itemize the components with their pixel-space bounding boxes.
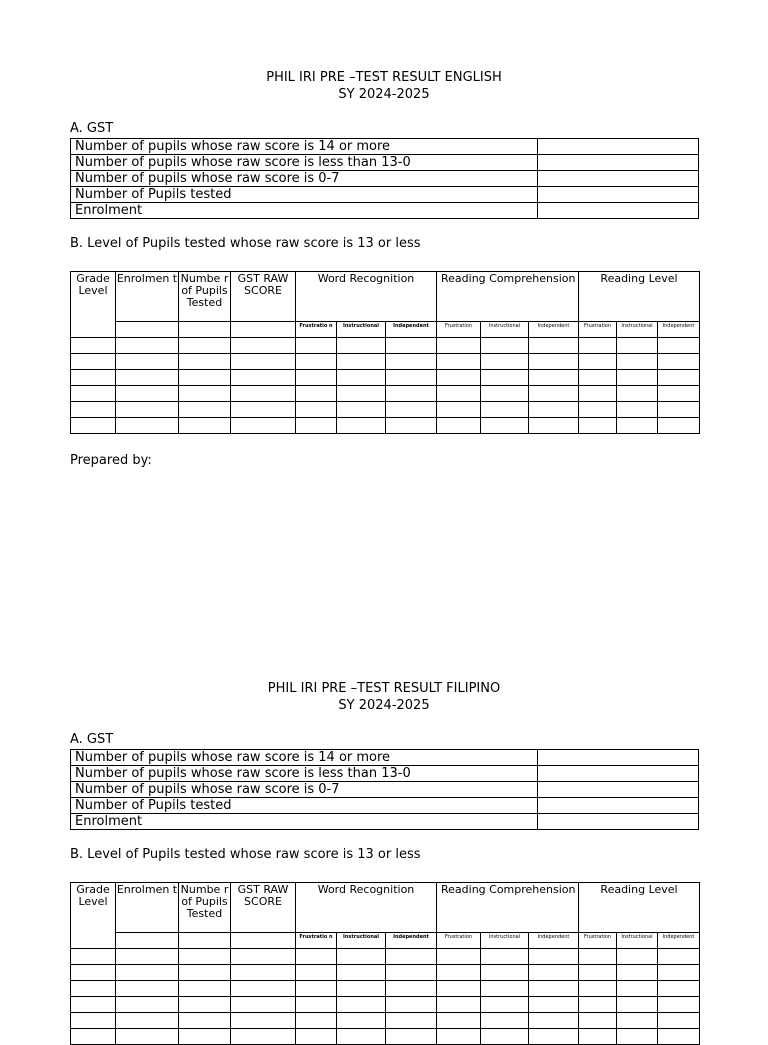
level-table [70,271,700,434]
table-cell[interactable] [179,965,231,981]
section-a-heading: A. GST [70,121,114,136]
table-cell[interactable] [179,1029,231,1045]
table-cell[interactable] [529,418,579,434]
table-cell[interactable] [481,949,529,965]
table-cell[interactable] [296,1013,337,1029]
table-cell[interactable] [617,338,658,354]
table-cell[interactable] [296,1029,337,1045]
table-row [71,949,700,965]
subheader-wr-frustration: Frustratio n [296,322,337,338]
report-title: PHIL IRI PRE –TEST RESULT ENGLISH [266,70,502,85]
level-table [70,882,700,1045]
table-cell[interactable] [116,338,179,354]
table-cell[interactable] [71,997,116,1013]
subheader-rl-frustration: Frustration [579,322,617,338]
table-cell[interactable] [579,338,617,354]
table-cell[interactable] [71,370,116,386]
header-number-tested: Numbe r of Pupils Tested [179,883,231,933]
gst-row [71,766,699,782]
table-cell[interactable] [337,418,386,434]
table-row [71,370,700,386]
table-cell[interactable] [658,981,700,997]
gst-row-value[interactable] [538,187,699,203]
table-cell[interactable] [579,1029,617,1045]
table-cell[interactable] [179,386,231,402]
gst-row-label: Number of pupils whose raw score is less than 13-0 [71,155,538,171]
gst-row-label: Enrolment [71,814,538,830]
table-cell[interactable] [617,949,658,965]
table-cell[interactable] [337,949,386,965]
table-cell[interactable] [579,386,617,402]
table-cell[interactable] [437,370,481,386]
gst-row [71,750,699,766]
subheader-rl-independent: Independent [658,933,700,949]
table-cell[interactable] [116,1029,179,1045]
table-cell[interactable] [231,1029,296,1045]
table-cell[interactable] [71,386,116,402]
gst-row [71,814,699,830]
table-cell[interactable] [337,965,386,981]
header-reading-comprehension: Reading Comprehension [437,272,579,322]
table-cell[interactable] [179,949,231,965]
gst-table [70,138,699,219]
subheader-rc-frustration: Frustration [437,933,481,949]
table-cell[interactable] [481,386,529,402]
table-cell[interactable] [231,949,296,965]
gst-row [71,203,699,219]
table-cell[interactable] [617,354,658,370]
table-cell[interactable] [296,981,337,997]
subheader-wr-instructional: Instructional [337,933,386,949]
subheader-blank [231,322,296,338]
subheader-rl-independent: Independent [658,322,700,338]
table-cell[interactable] [386,354,437,370]
table-cell[interactable] [116,949,179,965]
table-cell[interactable] [71,354,116,370]
header-word-recognition: Word Recognition [296,883,437,933]
section-b-heading: B. Level of Pupils tested whose raw score is 13 or less [70,847,421,862]
subheader-rc-independent: Independent [529,933,579,949]
table-cell[interactable] [179,981,231,997]
table-cell[interactable] [617,965,658,981]
table-cell[interactable] [116,402,179,418]
table-cell[interactable] [179,997,231,1013]
table-cell[interactable] [617,981,658,997]
table-row [71,1013,700,1029]
gst-row [71,171,699,187]
gst-row-label: Number of pupils whose raw score is less than 13-0 [71,766,538,782]
gst-row-value[interactable] [538,814,699,830]
gst-row-label: Number of pupils whose raw score is 0-7 [71,171,538,187]
gst-row-value[interactable] [538,766,699,782]
table-cell[interactable] [658,997,700,1013]
table-cell[interactable] [481,965,529,981]
table-cell[interactable] [296,354,337,370]
table-cell[interactable] [529,338,579,354]
table-cell[interactable] [529,386,579,402]
section-a-heading: A. GST [70,732,114,747]
gst-row-label: Number of pupils whose raw score is 14 or more [71,139,538,155]
table-cell[interactable] [116,386,179,402]
table-cell[interactable] [296,370,337,386]
subheader-rc-independent: Independent [529,322,579,338]
header-enrolment: Enrolmen t [116,883,179,933]
table-cell[interactable] [481,338,529,354]
table-cell[interactable] [437,354,481,370]
table-cell[interactable] [481,418,529,434]
table-cell[interactable] [71,1029,116,1045]
table-cell[interactable] [231,386,296,402]
table-cell[interactable] [437,949,481,965]
table-cell[interactable] [617,1029,658,1045]
table-cell[interactable] [658,418,700,434]
gst-row [71,187,699,203]
table-cell[interactable] [437,338,481,354]
gst-row-value[interactable] [538,798,699,814]
subheader-blank [179,322,231,338]
gst-row-label: Number of Pupils tested [71,798,538,814]
table-row [71,386,700,402]
table-cell[interactable] [658,949,700,965]
table-cell[interactable] [179,354,231,370]
table-cell[interactable] [337,997,386,1013]
table-cell[interactable] [529,965,579,981]
table-cell[interactable] [296,338,337,354]
table-cell[interactable] [386,1013,437,1029]
table-cell[interactable] [579,949,617,965]
table-cell[interactable] [529,949,579,965]
header-word-recognition: Word Recognition [296,272,437,322]
table-cell[interactable] [386,402,437,418]
table-cell[interactable] [481,1013,529,1029]
table-cell[interactable] [116,354,179,370]
header-grade-level: Grade Level [71,883,116,949]
table-row [71,1029,700,1045]
table-cell[interactable] [579,997,617,1013]
subheader-wr-independent: Independent [386,322,437,338]
table-cell[interactable] [529,402,579,418]
table-cell[interactable] [231,370,296,386]
table-cell[interactable] [337,1029,386,1045]
table-cell[interactable] [437,386,481,402]
table-cell[interactable] [481,402,529,418]
subheader-rl-frustration: Frustration [579,933,617,949]
table-cell[interactable] [386,949,437,965]
table-cell[interactable] [231,354,296,370]
table-cell[interactable] [437,965,481,981]
gst-row-value[interactable] [538,171,699,187]
table-cell[interactable] [579,418,617,434]
table-cell[interactable] [179,338,231,354]
gst-row-label: Number of pupils whose raw score is 14 or more [71,750,538,766]
table-cell[interactable] [386,997,437,1013]
table-cell[interactable] [337,386,386,402]
header-reading-comprehension: Reading Comprehension [437,883,579,933]
gst-row-label: Enrolment [71,203,538,219]
table-cell[interactable] [71,418,116,434]
table-cell[interactable] [71,402,116,418]
header-gst-raw-score: GST RAW SCORE [231,883,296,933]
table-cell[interactable] [437,1029,481,1045]
table-row [71,965,700,981]
gst-row-value[interactable] [538,139,699,155]
table-cell[interactable] [437,997,481,1013]
table-cell[interactable] [337,338,386,354]
table-cell[interactable] [529,354,579,370]
table-cell[interactable] [116,370,179,386]
table-cell[interactable] [231,997,296,1013]
subheader-blank [179,933,231,949]
table-cell[interactable] [481,354,529,370]
level-table-body [71,338,700,434]
table-cell[interactable] [658,370,700,386]
table-cell[interactable] [337,1013,386,1029]
header-grade-level: Grade Level [71,272,116,338]
table-cell[interactable] [71,1013,116,1029]
table-cell[interactable] [386,1029,437,1045]
school-year: SY 2024-2025 [338,698,430,713]
table-cell[interactable] [386,981,437,997]
table-cell[interactable] [617,402,658,418]
level-table-body [71,949,700,1045]
table-cell[interactable] [658,338,700,354]
table-cell[interactable] [116,981,179,997]
table-cell[interactable] [617,1013,658,1029]
header-reading-level: Reading Level [579,272,700,322]
table-cell[interactable] [481,370,529,386]
table-cell[interactable] [437,981,481,997]
table-cell[interactable] [386,965,437,981]
table-cell[interactable] [579,965,617,981]
table-cell[interactable] [231,338,296,354]
table-cell[interactable] [296,418,337,434]
table-cell[interactable] [71,338,116,354]
table-cell[interactable] [658,402,700,418]
table-cell[interactable] [658,1029,700,1045]
table-cell[interactable] [617,997,658,1013]
table-cell[interactable] [337,370,386,386]
table-cell[interactable] [617,386,658,402]
gst-row [71,139,699,155]
table-cell[interactable] [529,981,579,997]
table-cell[interactable] [296,997,337,1013]
table-cell[interactable] [296,949,337,965]
table-cell[interactable] [231,418,296,434]
table-cell[interactable] [71,949,116,965]
table-cell[interactable] [579,1013,617,1029]
report-title: PHIL IRI PRE –TEST RESULT FILIPINO [267,681,501,696]
table-cell[interactable] [481,1029,529,1045]
table-cell[interactable] [529,997,579,1013]
table-cell[interactable] [231,981,296,997]
table-cell[interactable] [658,1013,700,1029]
table-cell[interactable] [179,1013,231,1029]
table-cell[interactable] [296,386,337,402]
table-cell[interactable] [231,965,296,981]
table-cell[interactable] [481,997,529,1013]
table-cell[interactable] [617,370,658,386]
header-enrolment: Enrolmen t [116,272,179,322]
subheader-blank [231,933,296,949]
table-cell[interactable] [231,402,296,418]
subheader-blank [116,322,179,338]
table-cell[interactable] [116,965,179,981]
subheader-rc-instructional: Instructional [481,322,529,338]
table-cell[interactable] [386,338,437,354]
table-cell[interactable] [337,354,386,370]
table-cell[interactable] [296,402,337,418]
gst-row-value[interactable] [538,750,699,766]
header-reading-level: Reading Level [579,883,700,933]
gst-row [71,782,699,798]
gst-row-value[interactable] [538,155,699,171]
table-cell[interactable] [116,997,179,1013]
table-cell[interactable] [116,1013,179,1029]
table-cell[interactable] [231,1013,296,1029]
subheader-wr-instructional: Instructional [337,322,386,338]
table-cell[interactable] [529,1029,579,1045]
table-cell[interactable] [481,981,529,997]
table-cell[interactable] [337,981,386,997]
table-cell[interactable] [617,418,658,434]
table-row [71,418,700,434]
table-row [71,997,700,1013]
table-cell[interactable] [579,981,617,997]
table-row [71,402,700,418]
table-row [71,338,700,354]
subheader-blank [116,933,179,949]
table-cell[interactable] [179,418,231,434]
table-cell[interactable] [116,418,179,434]
table-cell[interactable] [579,402,617,418]
header-gst-raw-score: GST RAW SCORE [231,272,296,322]
table-cell[interactable] [386,418,437,434]
gst-table [70,749,699,830]
table-cell[interactable] [71,965,116,981]
prepared-by-label: Prepared by: [70,453,152,468]
table-cell[interactable] [437,418,481,434]
table-row [71,354,700,370]
subheader-rl-instructional: Instructional [617,933,658,949]
table-cell[interactable] [658,354,700,370]
table-cell[interactable] [437,1013,481,1029]
table-cell[interactable] [658,965,700,981]
subheader-rl-instructional: Instructional [617,322,658,338]
table-cell[interactable] [296,965,337,981]
table-cell[interactable] [386,370,437,386]
school-year: SY 2024-2025 [338,87,430,102]
gst-row [71,798,699,814]
subheader-wr-frustration: Frustratio n [296,933,337,949]
subheader-wr-independent: Independent [386,933,437,949]
table-cell[interactable] [579,354,617,370]
table-cell[interactable] [179,402,231,418]
gst-row-label: Number of Pupils tested [71,187,538,203]
gst-row-label: Number of pupils whose raw score is 0-7 [71,782,538,798]
gst-row-value[interactable] [538,782,699,798]
table-cell[interactable] [579,370,617,386]
subheader-rc-instructional: Instructional [481,933,529,949]
header-number-tested: Numbe r of Pupils Tested [179,272,231,322]
table-cell[interactable] [71,981,116,997]
table-cell[interactable] [529,370,579,386]
gst-row [71,155,699,171]
table-cell[interactable] [437,402,481,418]
section-b-heading: B. Level of Pupils tested whose raw score is 13 or less [70,236,421,251]
table-cell[interactable] [658,386,700,402]
gst-row-value[interactable] [538,203,699,219]
table-cell[interactable] [386,386,437,402]
table-cell[interactable] [179,370,231,386]
table-cell[interactable] [529,1013,579,1029]
subheader-rc-frustration: Frustration [437,322,481,338]
table-row [71,981,700,997]
table-cell[interactable] [337,402,386,418]
